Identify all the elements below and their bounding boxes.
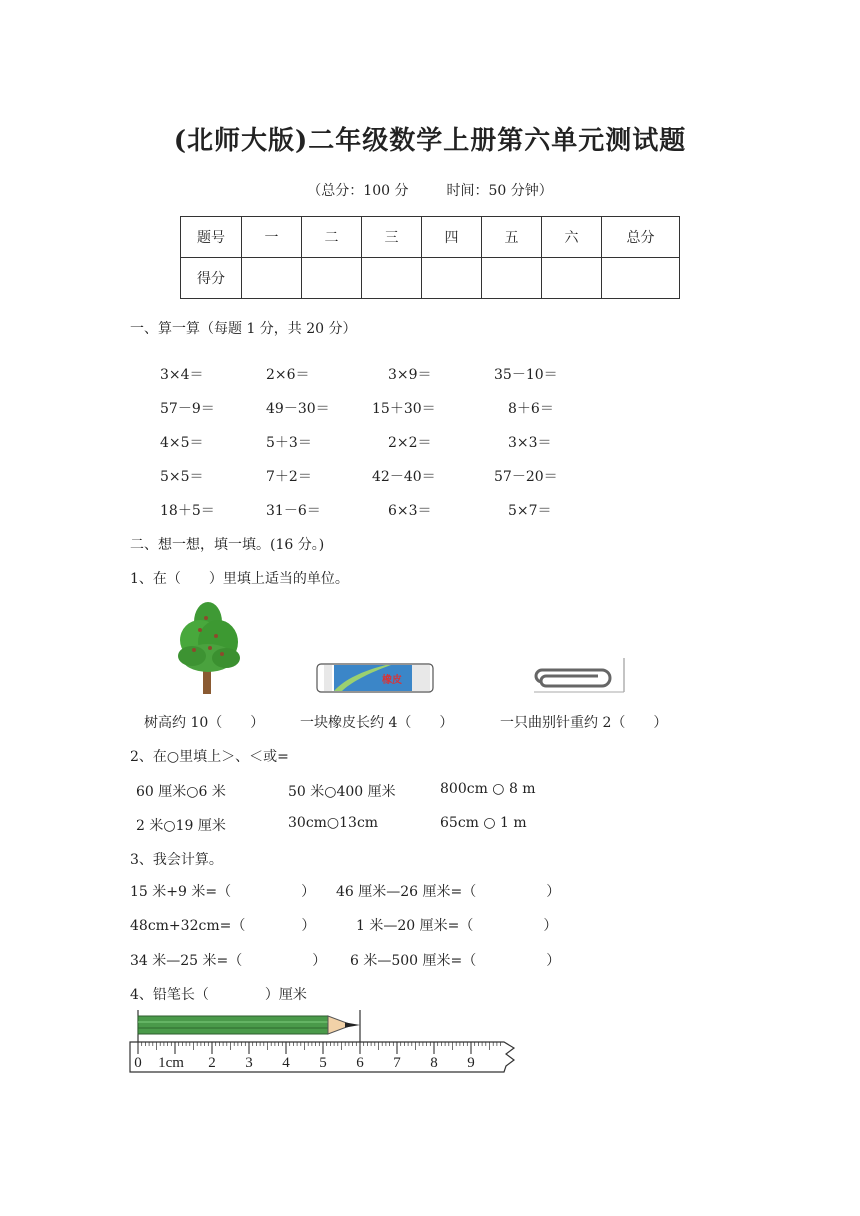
- q2-item: 50 米○400 厘米: [288, 784, 396, 800]
- q2-prompt: 2、在○里填上＞、＜或=: [130, 749, 289, 765]
- arith-item: 6×3＝: [388, 503, 432, 519]
- arith-item: 5＋3＝: [266, 435, 312, 451]
- q2-item: 800cm ○ 8 m: [440, 781, 536, 797]
- pencil-icon: [138, 1010, 360, 1042]
- header-cell: 总分: [602, 217, 680, 258]
- q2-item: 65cm ○ 1 m: [440, 815, 527, 831]
- score-cell[interactable]: [302, 258, 362, 299]
- arith-item: 31－6＝: [266, 503, 321, 519]
- eraser-image: [316, 660, 434, 696]
- score-table-score-row: [181, 258, 680, 299]
- score-cell[interactable]: [422, 258, 482, 299]
- header-cell: 六: [542, 217, 602, 258]
- arith-item: 3×4＝: [160, 367, 204, 383]
- q1-item-eraser: 一块橡皮长约 4（ ）: [300, 715, 454, 731]
- q2-item: 2 米○19 厘米: [136, 818, 226, 834]
- ruler-label: 4: [282, 1055, 290, 1071]
- header-cell: 二: [302, 217, 362, 258]
- q3-item: 34 米—25 米=（ ）: [130, 953, 327, 969]
- arith-item: 7＋2＝: [266, 469, 312, 485]
- arith-item: 4×5＝: [160, 435, 204, 451]
- arith-item: 3×3＝: [508, 435, 552, 451]
- total-score-text: （总分：100 分: [307, 183, 409, 199]
- arith-item: 42－40＝: [372, 469, 436, 485]
- score-cell[interactable]: [602, 258, 680, 299]
- score-cell[interactable]: [542, 258, 602, 299]
- ruler-label: 3: [245, 1055, 253, 1071]
- arith-item: 5×7＝: [508, 503, 552, 519]
- arith-item: 2×2＝: [388, 435, 432, 451]
- score-cell[interactable]: [482, 258, 542, 299]
- header-cell: 三: [362, 217, 422, 258]
- section2-heading: 二、想一想，填一填。(16 分。): [130, 537, 325, 553]
- q3-item: 15 米+9 米=（ ）: [130, 884, 316, 900]
- score-cell[interactable]: [362, 258, 422, 299]
- q1-item-paperclip: 一只曲别针重约 2（ ）: [500, 715, 668, 731]
- arith-item: 49－30＝: [266, 401, 330, 417]
- row-label-cell: 得分: [181, 258, 242, 299]
- header-cell: 题号: [181, 217, 242, 258]
- header-cell: 一: [242, 217, 302, 258]
- arith-item: 57－20＝: [494, 469, 558, 485]
- q1-prompt: 1、在（ ）里填上适当的单位。: [130, 571, 349, 587]
- ruler-label: 6: [356, 1055, 364, 1071]
- paperclip-image: [532, 656, 628, 694]
- q3-item: 46 厘米—26 厘米=（ ）: [336, 884, 561, 900]
- arith-item: 8＋6＝: [508, 401, 554, 417]
- q1-item-tree: 树高约 10（ ）: [144, 715, 265, 731]
- arith-item: 3×9＝: [388, 367, 432, 383]
- score-cell[interactable]: [242, 258, 302, 299]
- ruler-label: 9: [467, 1055, 475, 1071]
- header-cell: 四: [422, 217, 482, 258]
- q2-item: 30cm○13cm: [288, 815, 379, 831]
- ruler-label: 2: [208, 1055, 216, 1071]
- q3-prompt: 3、我会计算。: [130, 852, 223, 868]
- ruler-label: 5: [319, 1055, 327, 1071]
- time-text: 时间：50 分钟）: [446, 183, 553, 199]
- q3-item: 6 米—500 厘米=（ ）: [350, 953, 561, 969]
- ruler-label: 1cm: [158, 1055, 184, 1071]
- q3-item: 1 米—20 厘米=（ ）: [356, 918, 558, 934]
- ruler-label: 7: [393, 1055, 401, 1071]
- ruler-label: 8: [430, 1055, 438, 1071]
- subtitle: [0, 180, 860, 200]
- pencil-ruler-svg: [126, 1008, 518, 1076]
- tree-image: [170, 600, 246, 696]
- q2-item: 60 厘米○6 米: [136, 784, 226, 800]
- arith-item: 35－10＝: [494, 367, 558, 383]
- score-table-header-row: [181, 217, 680, 258]
- section1-heading: 一、算一算（每题 1 分，共 20 分）: [130, 321, 357, 337]
- page-title: (北师大版)二年级数学上册第六单元测试题: [173, 126, 687, 156]
- eraser-label: 橡皮: [382, 675, 402, 686]
- q3-item: 48cm+32cm=（ ）: [130, 918, 316, 934]
- q4-prompt: 4、铅笔长（ ）厘米: [130, 987, 307, 1003]
- score-table: [180, 216, 680, 299]
- ruler-icon: [130, 1042, 514, 1072]
- arith-item: 2×6＝: [266, 367, 310, 383]
- ruler-label: 0: [134, 1055, 142, 1071]
- arith-item: 5×5＝: [160, 469, 204, 485]
- pencil-ruler-figure: [126, 1008, 518, 1080]
- arith-item: 18＋5＝: [160, 503, 215, 519]
- arith-item: 15＋30＝: [372, 401, 436, 417]
- header-cell: 五: [482, 217, 542, 258]
- arith-item: 57－9＝: [160, 401, 215, 417]
